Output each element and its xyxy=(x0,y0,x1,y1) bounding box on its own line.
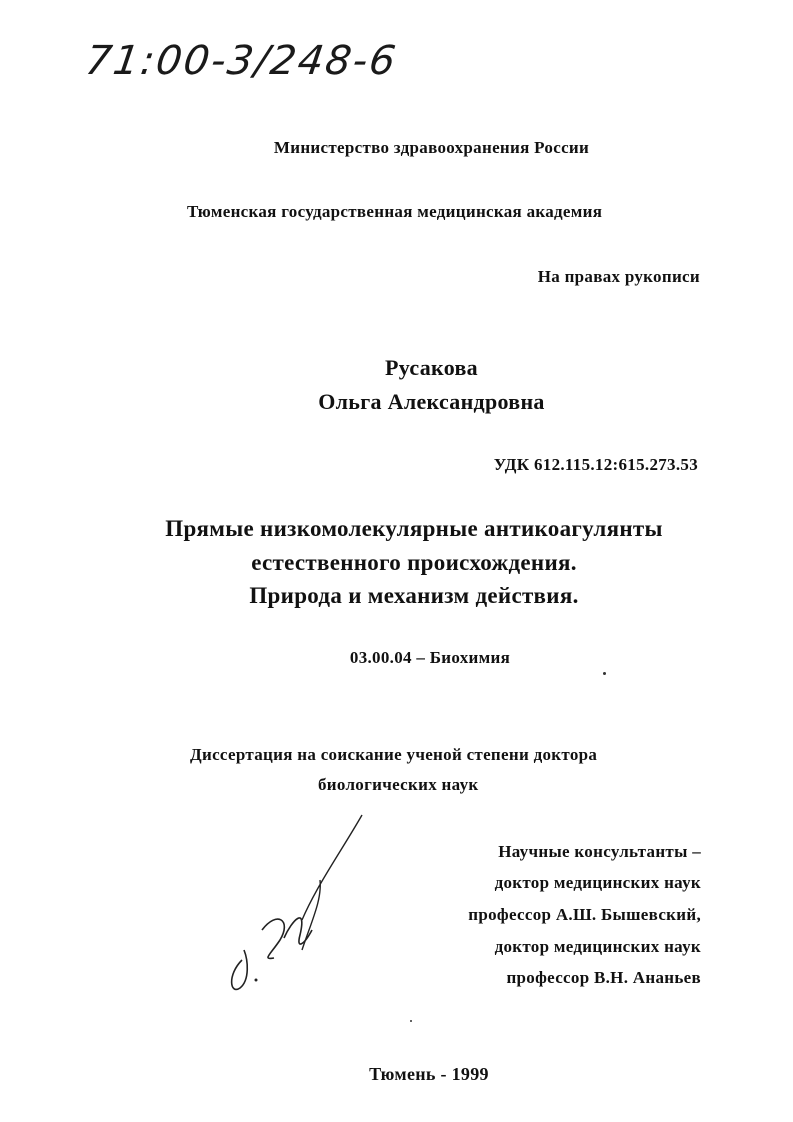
ministry-name: Министерство здравоохранения России xyxy=(273,138,590,157)
academy-name: Тюменская государственная медицинская академия xyxy=(187,202,603,221)
title-line-2: естественного происхождения. xyxy=(251,550,577,575)
scan-speck xyxy=(410,1020,412,1022)
consultant-2-degree: доктор медицинских наук xyxy=(494,937,701,956)
udk-code: УДК 612.115.12:615.273.53 xyxy=(493,455,698,474)
dissertation-line-1: Диссертация на соискание ученой степени доктора xyxy=(190,745,598,764)
author-surname: Русакова xyxy=(385,355,478,380)
consultant-1-degree: доктор медицинских наук xyxy=(494,873,701,892)
dissertation-line-2: биологических наук xyxy=(318,775,479,794)
title-line-3: Природа и механизм действия. xyxy=(249,583,579,608)
title-line-1: Прямые низкомолекулярные антикоагулянты xyxy=(165,516,663,541)
handwritten-signature xyxy=(222,810,382,1000)
manuscript-note: На правах рукописи xyxy=(537,267,700,286)
city-year: Тюмень - 1999 xyxy=(369,1064,489,1084)
consultant-1-name: профессор А.Ш. Бышевский, xyxy=(468,905,701,924)
consultant-2-name: профессор В.Н. Ананьев xyxy=(506,968,701,987)
consultants-heading: Научные консультанты – xyxy=(498,842,701,861)
specialty-code: 03.00.04 – Биохимия xyxy=(349,648,511,667)
author-name: Ольга Александровна xyxy=(318,389,545,414)
scan-speck xyxy=(603,672,606,675)
archive-stamp-code: 71:00-3/248-6 xyxy=(82,38,401,84)
